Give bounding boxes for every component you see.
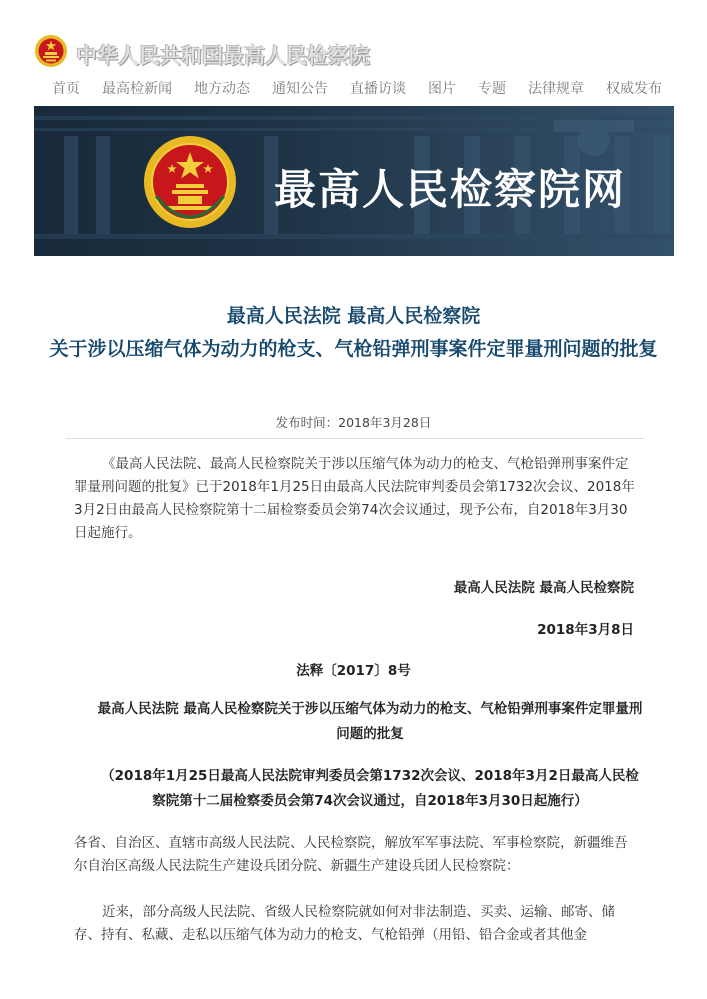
procuratorate-emblem-icon[interactable]	[34, 34, 68, 68]
site-title[interactable]: 中华人民共和国最高人民检察院	[76, 43, 370, 68]
article-title-line2: 关于涉以压缩气体为动力的枪支、气枪铅弹刑事案件定罪量刑问题的批复	[49, 338, 658, 360]
site-header	[34, 34, 674, 70]
nav-item-topics[interactable]: 专题	[478, 81, 506, 97]
intro-paragraph: 《最高人民法院、最高人民检察院关于涉以压缩气体为动力的枪支、气枪铅弹刑事案件定罪量刑问题的批复》已于2018年1月25日由最高人民法院审判委员会第1732次会议、2018年3月2日由最高人民检察院第十二届检察委员会第74次会议通过，现予公布，自2018年3月30日起施行。	[74, 456, 635, 541]
nav-item-home[interactable]: 首页	[52, 81, 80, 97]
article-title-line1: 最高人民法院 最高人民检察院	[226, 305, 481, 327]
nav-item-live-interviews[interactable]: 直播访谈	[350, 81, 406, 97]
nav-item-local-news[interactable]: 地方动态	[194, 81, 250, 97]
nav-item-pictures[interactable]: 图片	[428, 81, 456, 97]
header-banner	[34, 106, 674, 256]
sign-date: 2018年3月8日	[537, 622, 634, 638]
procuratorate-emblem-icon	[142, 134, 238, 230]
banner-title: 最高人民检察院网	[274, 165, 627, 214]
publish-time: 发布时间：2018年3月28日	[275, 415, 432, 430]
article-title	[40, 300, 667, 366]
nav-item-spp-news[interactable]: 最高检新闻	[102, 81, 172, 97]
addressees-paragraph: 各省、自治区、直辖市高级人民法院、人民检察院，解放军军事法院、军事检察院，新疆维吾尔自治区高级人民法院生产建设兵团分院、新疆生产建设兵团人民检察院：	[74, 835, 628, 874]
meeting-note: （2018年1月25日最高人民法院审判委员会第1732次会议、2018年3月2日最高人民检察院第十二届检察委员会第74次会议通过，自2018年3月30日起施行）	[101, 768, 639, 809]
nav-item-notices[interactable]: 通知公告	[272, 81, 328, 97]
reply-title: 最高人民法院 最高人民检察院关于涉以压缩气体为动力的枪支、气枪铅弹刑事案件定罪量刑问题的批复	[97, 701, 643, 742]
main-nav	[52, 78, 662, 100]
signatories: 最高人民法院 最高人民检察院	[453, 580, 634, 596]
document-number: 法释〔2017〕8号	[296, 663, 411, 679]
body-paragraph: 近来，部分高级人民法院、省级人民检察院就如何对非法制造、买卖、运输、邮寄、储存、持有、私藏、走私以压缩气体为动力的枪支、气枪铅弹（用铅、铅合金或者其他金	[74, 904, 615, 943]
nav-item-releases[interactable]: 权威发布	[606, 81, 662, 97]
title-divider	[66, 438, 644, 439]
nav-item-laws[interactable]: 法律规章	[528, 81, 584, 97]
